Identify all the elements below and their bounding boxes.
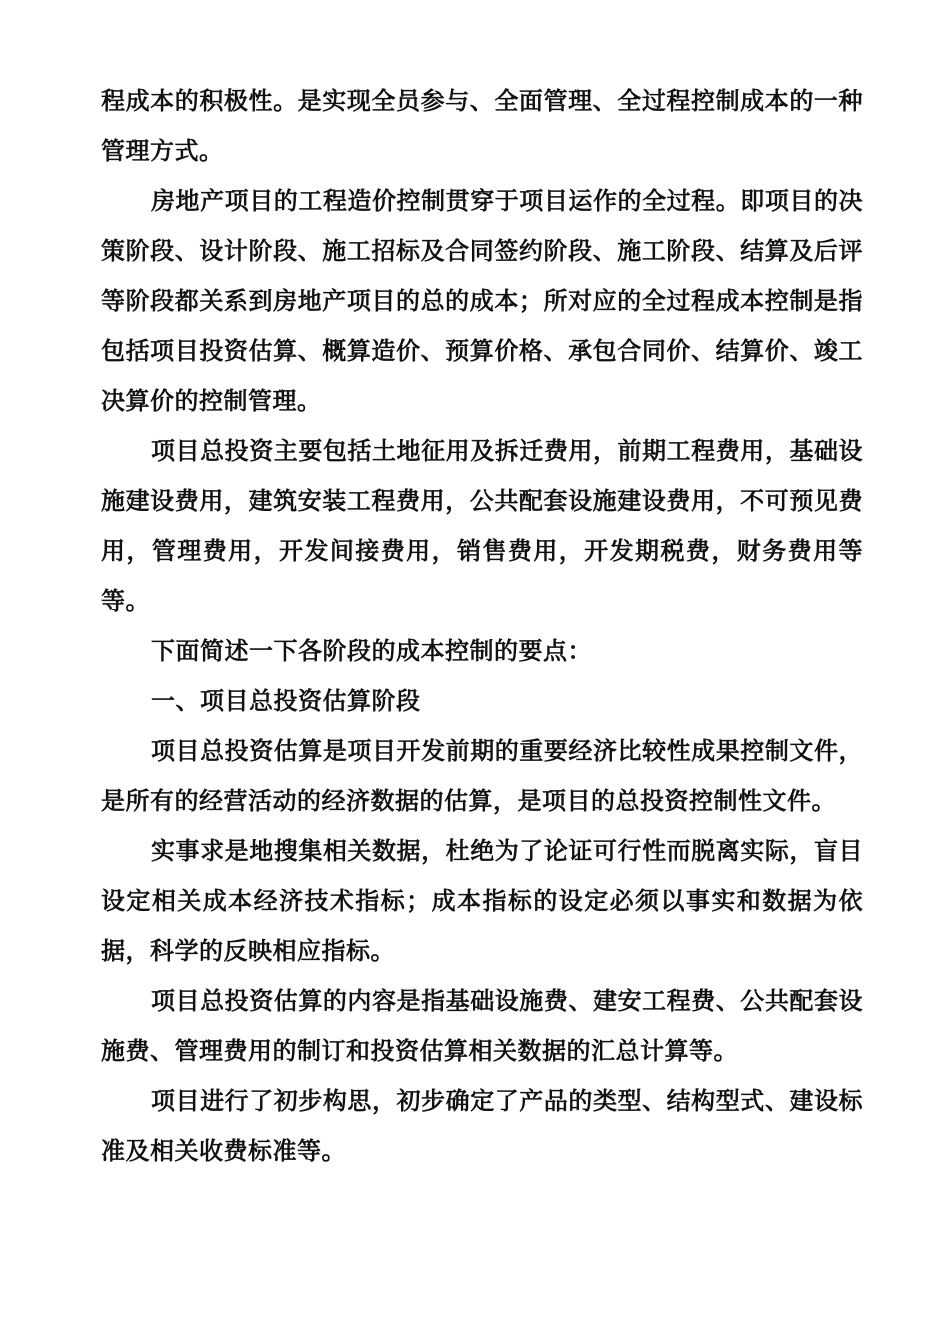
paragraph: 实事求是地搜集相关数据，杜绝为了论证可行性而脱离实际，盲目设定相关成本经济技术指标；成本指标的设定必须以事实和数据为依据，科学的反映相应指标。: [101, 837, 863, 965]
paragraph: 项目总投资估算的内容是指基础设施费、建安工程费、公共配套设施费、管理费用的制订和投资估算相关数据的汇总计算等。: [101, 987, 863, 1065]
paragraph: 项目总投资估算是项目开发前期的重要经济比较性成果控制文件，是所有的经营活动的经济数据的估算，是项目的总投资控制性文件。: [101, 737, 863, 815]
document-body: [101, 76, 863, 1176]
paragraph: 程成本的积极性。是实现全员参与、全面管理、全过程控制成本的一种管理方式。: [101, 87, 863, 165]
paragraph: 下面简述一下各阶段的成本控制的要点：: [151, 637, 592, 665]
paragraph: 项目总投资主要包括土地征用及拆迁费用，前期工程费用，基础设施建设费用，建筑安装工程费用，公共配套设施建设费用，不可预见费用，管理费用，开发间接费用，销售费用，开发期税费，财务费用等等。: [101, 437, 863, 615]
paragraph: 项目进行了初步构思，初步确定了产品的类型、结构型式、建设标准及相关收费标准等。: [101, 1087, 863, 1165]
section-heading: 一、项目总投资估算阶段: [151, 687, 421, 715]
paragraph: 房地产项目的工程造价控制贯穿于项目运作的全过程。即项目的决策阶段、设计阶段、施工招标及合同签约阶段、施工阶段、结算及后评等阶段都关系到房地产项目的总的成本；所对应的全过程成本控制是指包括项目投资估算、概算造价、预算价格、承包合同价、结算价、竣工决算价的控制管理。: [101, 187, 863, 415]
